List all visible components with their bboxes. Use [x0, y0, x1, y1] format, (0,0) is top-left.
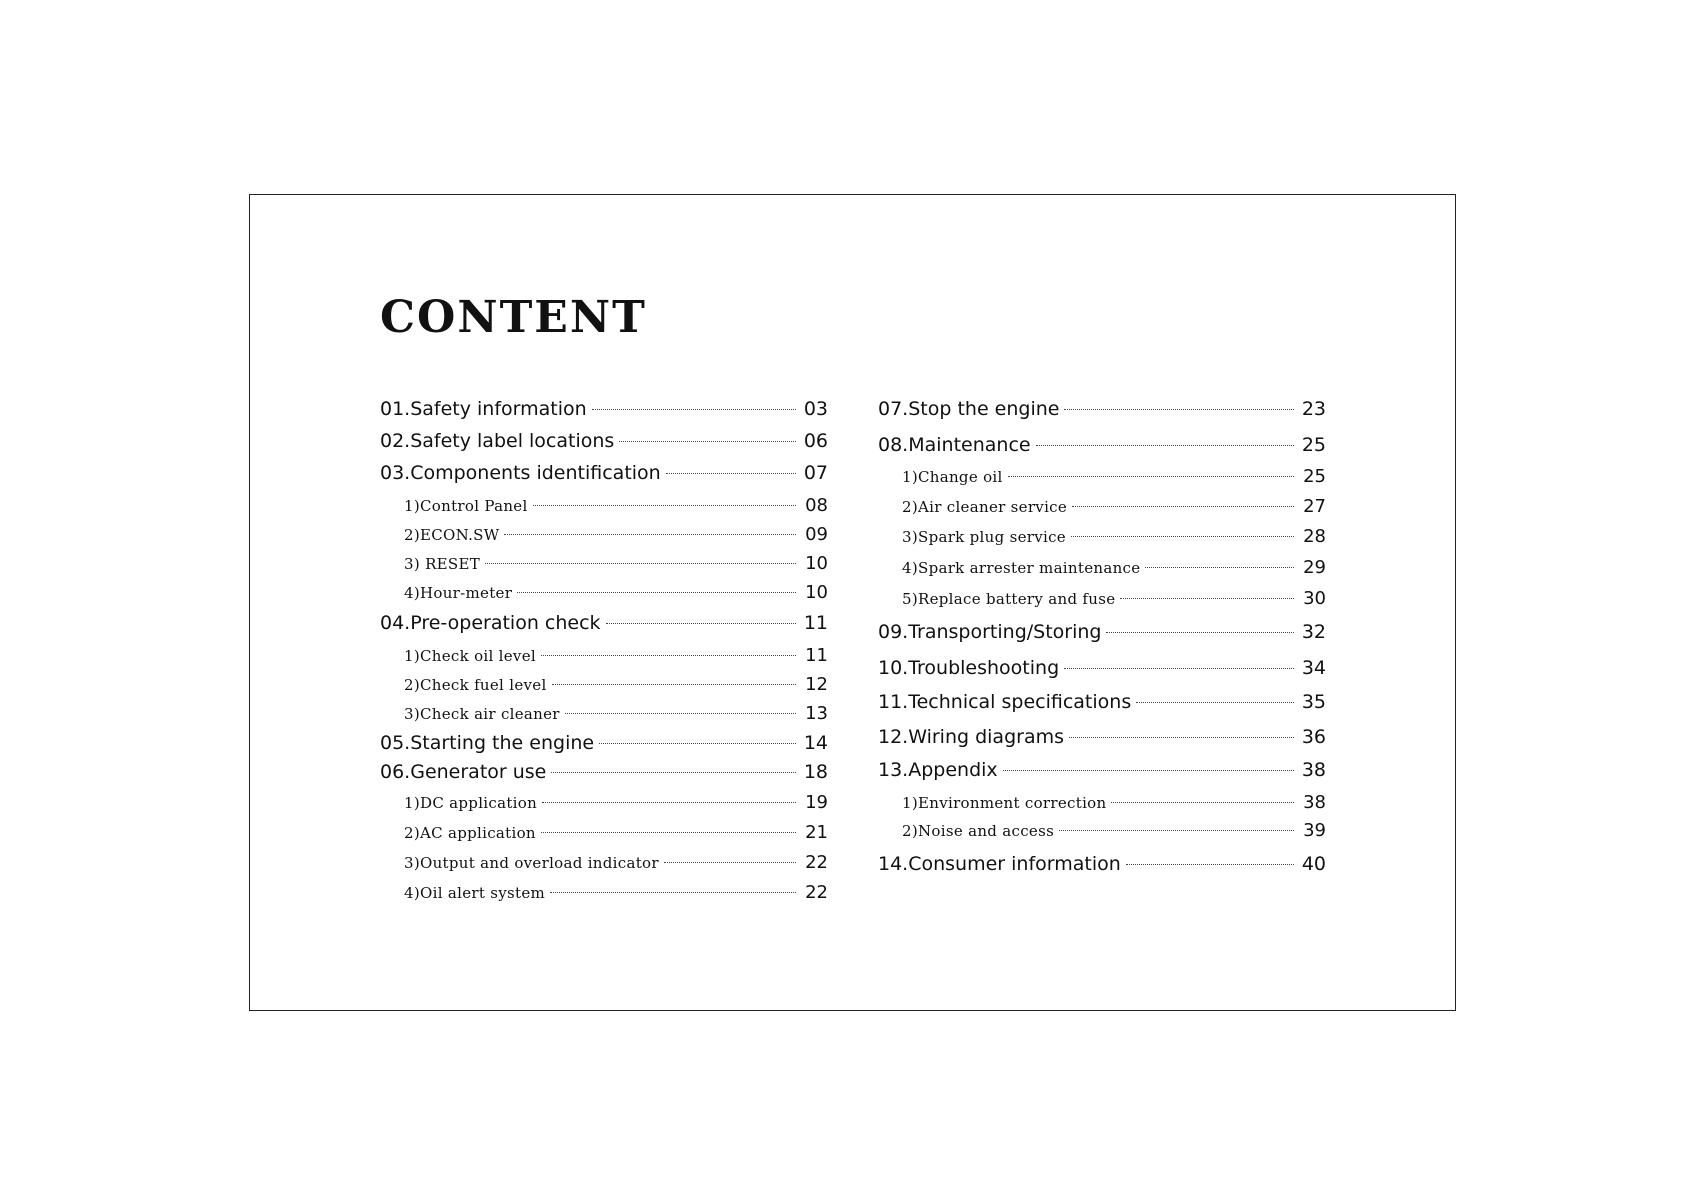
- dot-leader: [664, 862, 796, 863]
- toc-entry: [878, 434, 1326, 456]
- toc-page-number: 22: [805, 852, 828, 873]
- toc-page-number: 30: [1303, 588, 1326, 609]
- dot-leader: [599, 743, 796, 744]
- dot-leader: [1071, 536, 1294, 537]
- toc-entry: [878, 691, 1326, 713]
- toc-page-number: 28: [1303, 526, 1326, 547]
- dot-leader: [1120, 598, 1294, 599]
- toc-entry-label: 1)Check oil level: [404, 647, 536, 665]
- toc-subentry: [380, 852, 828, 873]
- toc-entry: [878, 853, 1326, 875]
- toc-entry-label: 1)Control Panel: [404, 497, 528, 515]
- toc-entry: [878, 398, 1326, 420]
- toc-page-number: 08: [805, 495, 828, 516]
- toc-entry-label: 12.Wiring diagrams: [878, 726, 1065, 748]
- dot-leader: [619, 441, 796, 442]
- toc-entry-label: 5)Replace battery and fuse: [902, 590, 1116, 608]
- toc-page-number: 10: [805, 553, 828, 574]
- toc-entry-label: 02.Safety label locations: [380, 430, 615, 452]
- toc-subentry: [878, 557, 1326, 578]
- toc-entry-label: 13.Appendix: [878, 759, 998, 781]
- toc-page-number: 06: [803, 430, 828, 452]
- dot-leader: [1064, 409, 1294, 410]
- toc-entry-label: 4)Oil alert system: [404, 884, 546, 902]
- toc-page-number: 32: [1301, 621, 1326, 643]
- dot-leader: [1069, 737, 1294, 738]
- dot-leader: [1145, 567, 1294, 568]
- toc-page-number: 38: [1303, 792, 1326, 813]
- toc-entry: [878, 657, 1326, 679]
- toc-page-number: 14: [803, 732, 828, 754]
- toc-entry-label: 2)ECON.SW: [404, 526, 500, 544]
- dot-leader: [504, 534, 796, 535]
- toc-page-number: 39: [1303, 820, 1326, 841]
- toc-page-number: 07: [803, 462, 828, 484]
- toc-entry: [380, 430, 828, 452]
- toc-page-number: 10: [805, 582, 828, 603]
- toc-entry-label: 10.Troubleshooting: [878, 657, 1060, 679]
- toc-page-number: 22: [805, 882, 828, 903]
- toc-subentry: [380, 645, 828, 666]
- dot-leader: [1064, 668, 1294, 669]
- dot-leader: [1072, 506, 1294, 507]
- toc-entry-label: 08.Maintenance: [878, 434, 1031, 456]
- toc-page-number: 25: [1303, 466, 1326, 487]
- toc-page-number: 18: [803, 761, 828, 783]
- toc-subentry: [380, 553, 828, 574]
- toc-subentry: [878, 820, 1326, 841]
- toc-entry-label: 11.Technical specifications: [878, 691, 1132, 713]
- dot-leader: [1126, 864, 1294, 865]
- toc-entry-label: 2)Air cleaner service: [902, 498, 1068, 516]
- toc-entry-label: 2)Check fuel level: [404, 676, 547, 694]
- dot-leader: [533, 505, 796, 506]
- toc-entry: [380, 612, 828, 634]
- toc-subentry: [380, 582, 828, 603]
- dot-leader: [1008, 476, 1294, 477]
- toc-entry: [878, 621, 1326, 643]
- toc-entry: [380, 462, 828, 484]
- toc-entry-label: 14.Consumer information: [878, 853, 1121, 875]
- toc-page-number: 13: [805, 703, 828, 724]
- toc-entry-label: 1)Change oil: [902, 468, 1003, 486]
- toc-subentry: [380, 792, 828, 813]
- toc-subentry: [878, 466, 1326, 487]
- dot-leader: [1003, 770, 1294, 771]
- toc-subentry: [380, 822, 828, 843]
- toc-entry-label: 05.Starting the engine: [380, 732, 595, 754]
- toc-entry-label: 1)Environment correction: [902, 794, 1107, 812]
- toc-entry-label: 1)DC application: [404, 794, 538, 812]
- dot-leader: [552, 684, 796, 685]
- dot-leader: [592, 409, 796, 410]
- toc-subentry: [380, 495, 828, 516]
- toc-page-number: 11: [805, 645, 828, 666]
- toc-entry-label: 3)Output and overload indicator: [404, 854, 659, 872]
- dot-leader: [517, 592, 796, 593]
- page-title: CONTENT: [380, 292, 647, 343]
- toc-entry-label: 4)Hour-meter: [404, 584, 513, 602]
- toc-page-number: 38: [1301, 759, 1326, 781]
- toc-page-number: 19: [805, 792, 828, 813]
- toc-entry-label: 3)Spark plug service: [902, 528, 1066, 546]
- toc-entry-label: 06.Generator use: [380, 761, 547, 783]
- toc-entry-label: 07.Stop the engine: [878, 398, 1060, 420]
- toc-subentry: [878, 588, 1326, 609]
- dot-leader: [551, 772, 796, 773]
- dot-leader: [1136, 702, 1294, 703]
- toc-entry: [380, 732, 828, 754]
- dot-leader: [606, 623, 796, 624]
- dot-leader: [565, 713, 796, 714]
- toc-subentry: [878, 792, 1326, 813]
- toc-page-number: 34: [1301, 657, 1326, 679]
- toc-subentry: [380, 524, 828, 545]
- toc-page-number: 27: [1303, 496, 1326, 517]
- toc-entry-label: 09.Transporting/Storing: [878, 621, 1102, 643]
- dot-leader: [550, 892, 796, 893]
- toc-subentry: [878, 526, 1326, 547]
- toc-entry-label: 3) RESET: [404, 555, 481, 573]
- dot-leader: [542, 802, 796, 803]
- toc-page-number: 36: [1301, 726, 1326, 748]
- toc-entry: [878, 726, 1326, 748]
- toc-entry: [380, 761, 828, 783]
- toc-entry: [878, 759, 1326, 781]
- toc-entry-label: 2)Noise and access: [902, 822, 1055, 840]
- toc-page-number: 03: [803, 398, 828, 420]
- toc-entry: [380, 398, 828, 420]
- toc-page-number: 29: [1303, 557, 1326, 578]
- toc-page-number: 12: [805, 674, 828, 695]
- dot-leader: [1059, 830, 1294, 831]
- toc-page-number: 40: [1301, 853, 1326, 875]
- toc-entry-label: 2)AC application: [404, 824, 536, 842]
- toc-entry-label: 4)Spark arrester maintenance: [902, 559, 1141, 577]
- toc-subentry: [380, 882, 828, 903]
- dot-leader: [1036, 445, 1294, 446]
- toc-entry-label: 04.Pre-operation check: [380, 612, 601, 634]
- dot-leader: [1111, 802, 1294, 803]
- toc-page-number: 35: [1301, 691, 1326, 713]
- toc-page-number: 25: [1301, 434, 1326, 456]
- toc-entry-label: 03.Components identification: [380, 462, 661, 484]
- toc-page-number: 11: [803, 612, 828, 634]
- dot-leader: [541, 655, 796, 656]
- dot-leader: [666, 473, 796, 474]
- toc-subentry: [878, 496, 1326, 517]
- dot-leader: [485, 563, 796, 564]
- toc-page-number: 23: [1301, 398, 1326, 420]
- toc-subentry: [380, 703, 828, 724]
- toc-entry-label: 01.Safety information: [380, 398, 587, 420]
- toc-page-number: 21: [805, 822, 828, 843]
- toc-page-number: 09: [805, 524, 828, 545]
- dot-leader: [1106, 632, 1294, 633]
- dot-leader: [541, 832, 796, 833]
- toc-entry-label: 3)Check air cleaner: [404, 705, 560, 723]
- toc-subentry: [380, 674, 828, 695]
